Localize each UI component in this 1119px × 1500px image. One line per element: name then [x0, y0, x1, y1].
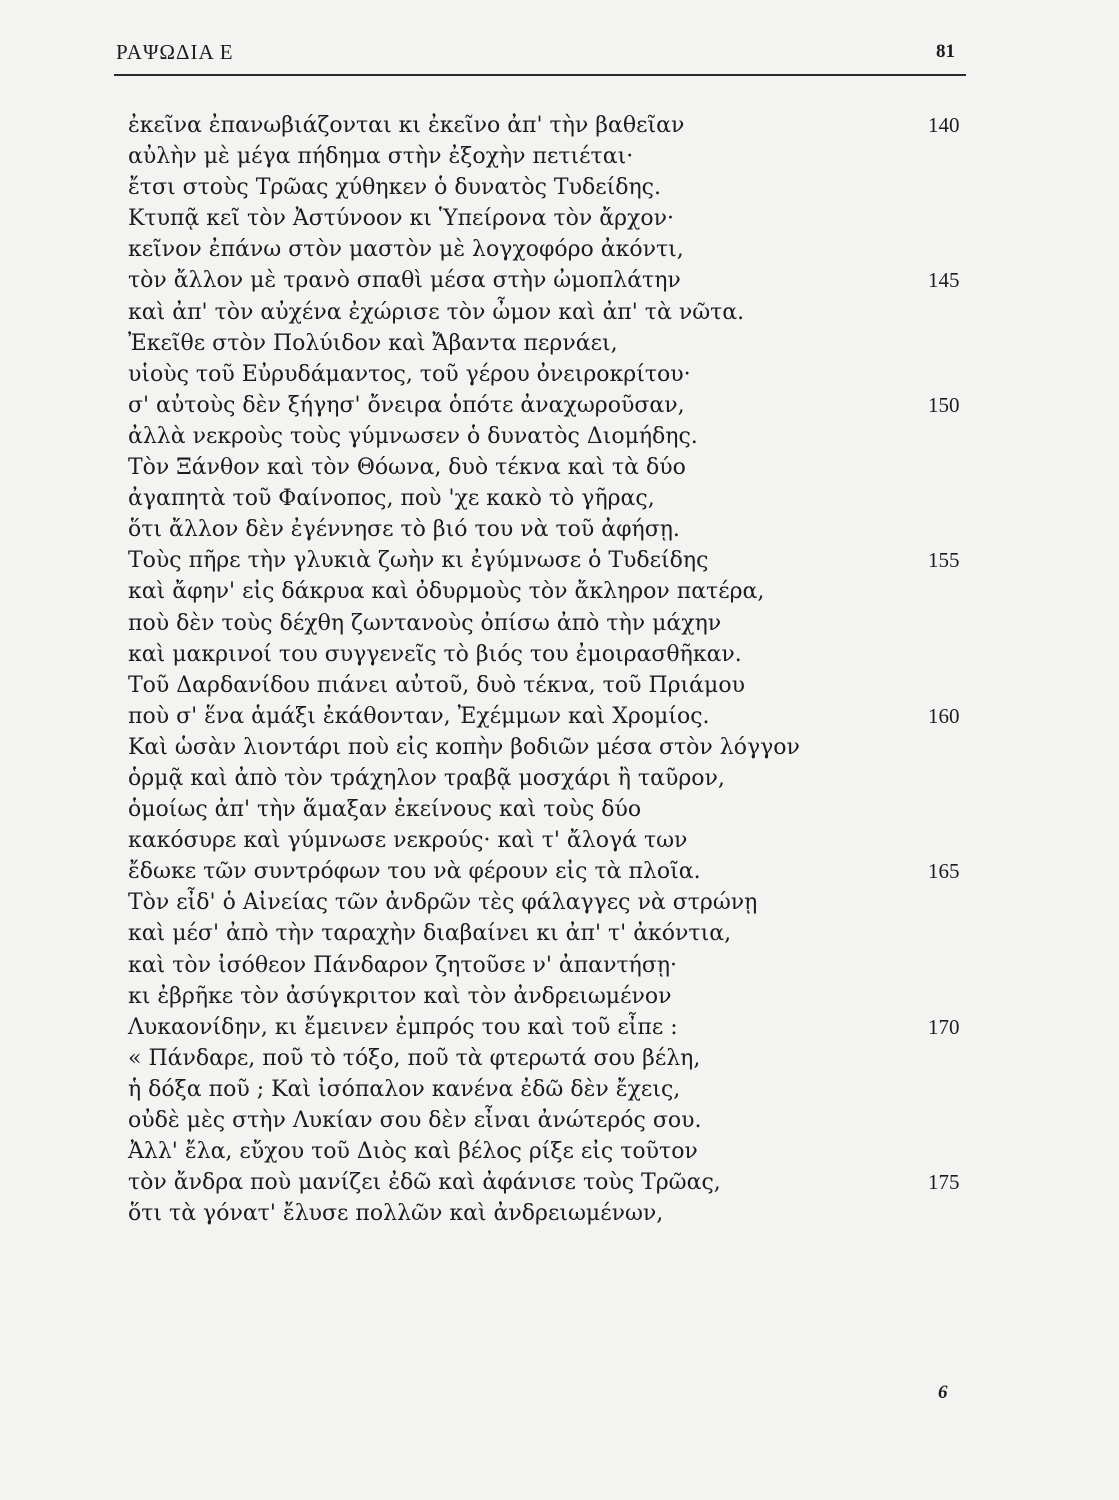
- verse-text: ἀγαπητὰ τοῦ Φαίνοπος, ποὺ 'χε κακὸ τὸ γῆρας,: [128, 486, 655, 512]
- verse-text: Τὸν Ξάνθον καὶ τὸν Θόωνα, δυὸ τέκνα καὶ τὰ δύο: [128, 455, 686, 481]
- verse-line: [128, 265, 988, 296]
- verse-text: Κτυπᾷ κεῖ τὸν Ἀστύνοον κι Ὑπείρονα τὸν ἄρχον·: [128, 206, 675, 232]
- verse-line: [128, 172, 988, 203]
- verse-text: αὐλὴν μὲ μέγα πήδημα στὴν ἐξοχὴν πετιέται·: [128, 144, 634, 170]
- verse-line: [128, 1136, 988, 1167]
- verse-text: Τοὺς πῆρε τὴν γλυκιὰ ζωὴν κι ἐγύμνωσε ὁ Τυδείδης: [128, 548, 709, 574]
- verse-line: [128, 203, 988, 234]
- verse-line: [128, 576, 988, 607]
- verse-text: υἱοὺς τοῦ Εὐρυδάμαντος, τοῦ γέρου ὀνειροκρίτου·: [128, 361, 691, 387]
- verse-line: [128, 608, 988, 639]
- verse-text: ἡ δόξα ποῦ ; Καὶ ἰσόπαλον κανένα ἐδῶ δὲν ἔχεις,: [128, 1076, 681, 1102]
- verse-text: ποὺ δὲν τοὺς δέχθη ζωντανοὺς ὀπίσω ἀπὸ τὴν μάχην: [128, 610, 722, 636]
- verse-line: [128, 1012, 988, 1043]
- verse-line: [128, 1043, 988, 1074]
- header-rule: [114, 74, 966, 76]
- verse-text: « Πάνδαρε, ποῦ τὸ τόξο, ποῦ τὰ φτερωτά σου βέλη,: [128, 1045, 701, 1071]
- verse-text: ποὺ σ' ἕνα ἁμάξι ἐκάθονταν, Ἐχέμμων καὶ Χρομίος.: [128, 703, 710, 729]
- verse-line: [128, 110, 988, 141]
- verse-text: Τὸν εἶδ' ὁ Αἰνείας τῶν ἀνδρῶν τὲς φάλαγγες νὰ στρώνῃ: [128, 890, 758, 916]
- verse-line: [128, 1074, 988, 1105]
- verse-line: [128, 856, 988, 887]
- verse-text: σ' αὐτοὺς δὲν ξήγησ' ὄνειρα ὁπότε ἀναχωροῦσαν,: [128, 392, 685, 418]
- signature-mark: 6: [938, 1382, 948, 1403]
- verse-text: Τοῦ Δαρδανίδου πιάνει αὐτοῦ, δυὸ τέκνα, τοῦ Πριάμου: [128, 672, 745, 698]
- verse-line: [128, 297, 988, 328]
- verse-line: [128, 483, 988, 514]
- verse-line: [128, 545, 988, 576]
- verse-text: Λυκαονίδην, κι ἔμεινεν ἐμπρός του καὶ τοῦ εἶπε :: [128, 1014, 678, 1040]
- verse-text: καὶ μακρινοί του συγγενεῖς τὸ βιός του ἐμοιρασθῆκαν.: [128, 641, 742, 667]
- verse-line: [128, 794, 988, 825]
- verse-text: ἔτσι στοὺς Τρῶας χύθηκεν ὁ δυνατὸς Τυδείδης.: [128, 175, 661, 201]
- verse-text: Ἐκεῖθε στὸν Πολύιδον καὶ Ἄβαντα περνάει,: [128, 330, 618, 356]
- verse-line: [128, 328, 988, 359]
- line-number: 175: [928, 1170, 960, 1195]
- verse-list: [128, 110, 988, 1229]
- verse-text: ἐκεῖνα ἐπανωβιάζονται κι ἐκεῖνο ἀπ' τὴν βαθεῖαν: [128, 113, 685, 138]
- verse-line: [128, 639, 988, 670]
- verse-text: τὸν ἄλλον μὲ τρανὸ σπαθὶ μέσα στὴν ὠμοπλάτην: [128, 268, 681, 294]
- verse-text: κακόσυρε καὶ γύμνωσε νεκρούς· καὶ τ' ἄλογά των: [128, 828, 688, 854]
- verse-text: τὸν ἄνδρα ποὺ μανίζει ἐδῶ καὶ ἀφάνισε τοὺς Τρῶας,: [128, 1170, 721, 1196]
- line-number: 140: [928, 113, 960, 137]
- line-number: 150: [928, 392, 960, 417]
- verse-text: Ἀλλ' ἔλα, εὔχου τοῦ Διὸς καὶ βέλος ρίξε εἰς τοῦτον: [128, 1139, 698, 1165]
- line-number: 145: [928, 268, 960, 293]
- verse-line: [128, 732, 988, 763]
- verse-text: ὅτι τὰ γόνατ' ἔλυσε πολλῶν καὶ ἀνδρειωμένων,: [128, 1201, 664, 1227]
- verse-text: Καὶ ὡσὰν λιοντάρι ποὺ εἰς κοπὴν βοδιῶν μέσα στὸν λόγγον: [128, 734, 800, 760]
- verse-text: κεῖνον ἐπάνω στὸν μαστὸν μὲ λογχοφόρο ἀκόντι,: [128, 237, 684, 263]
- verse-line: [128, 452, 988, 483]
- verse-line: [128, 981, 988, 1012]
- verse-text: ἀλλὰ νεκροὺς τοὺς γύμνωσεν ὁ δυνατὸς Διομήδης.: [128, 423, 698, 449]
- verse-line: [128, 950, 988, 981]
- page-number: 81: [936, 41, 955, 62]
- verse-line: [128, 670, 988, 701]
- verse-text: καὶ μέσ' ἀπὸ τὴν ταραχὴν διαβαίνει κι ἀπ' τ' ἀκόντια,: [128, 921, 732, 947]
- verse-line: [128, 514, 988, 545]
- verse-line: [128, 825, 988, 856]
- verse-line: [128, 1167, 988, 1198]
- verse-line: [128, 234, 988, 265]
- verse-line: [128, 421, 988, 452]
- verse-text: ὁρμᾷ καὶ ἀπὸ τὸν τράχηλον τραβᾷ μοσχάρι ἢ ταῦρον,: [128, 765, 725, 791]
- line-number: 165: [928, 859, 960, 884]
- line-number: 155: [928, 548, 960, 573]
- verse-line: [128, 1198, 988, 1229]
- verse-text: ὅτι ἄλλον δὲν ἐγέννησε τὸ βιό του νὰ τοῦ ἀφήσῃ.: [128, 517, 680, 543]
- verse-text: ἔδωκε τῶν συντρόφων του νὰ φέρουν εἰς τὰ πλοῖα.: [128, 859, 701, 885]
- verse-line: [128, 918, 988, 949]
- verse-text: καὶ ἄφην' εἰς δάκρυα καὶ ὀδυρμοὺς τὸν ἄκληρον πατέρα,: [128, 579, 765, 605]
- verse-text: ὁμοίως ἀπ' τὴν ἅμαξαν ἐκείνους καὶ τοὺς δύο: [128, 797, 642, 823]
- verse-text: καὶ ἀπ' τὸν αὐχένα ἐχώρισε τὸν ὦμον καὶ ἀπ' τὰ νῶτα.: [128, 299, 745, 325]
- running-head: ΡΑΨΩΔΙΑ Ε: [116, 40, 234, 64]
- line-number: 160: [928, 703, 960, 728]
- verse-line: [128, 1105, 988, 1136]
- verse-line: [128, 763, 988, 794]
- verse-line: [128, 359, 988, 390]
- verse-line: [128, 887, 988, 918]
- verse-text: οὐδὲ μὲς στὴν Λυκίαν σου δὲν εἶναι ἀνώτερός σου.: [128, 1108, 702, 1133]
- verse-line: [128, 701, 988, 732]
- verse-text: κι ἐβρῆκε τὸν ἀσύγκριτον καὶ τὸν ἀνδρειωμένον: [128, 983, 672, 1009]
- verse-text: καὶ τὸν ἰσόθεον Πάνδαρον ζητοῦσε ν' ἀπαντήσῃ·: [128, 952, 678, 978]
- verse-line: [128, 141, 988, 172]
- line-number: 170: [928, 1014, 960, 1039]
- verse-line: [128, 390, 988, 421]
